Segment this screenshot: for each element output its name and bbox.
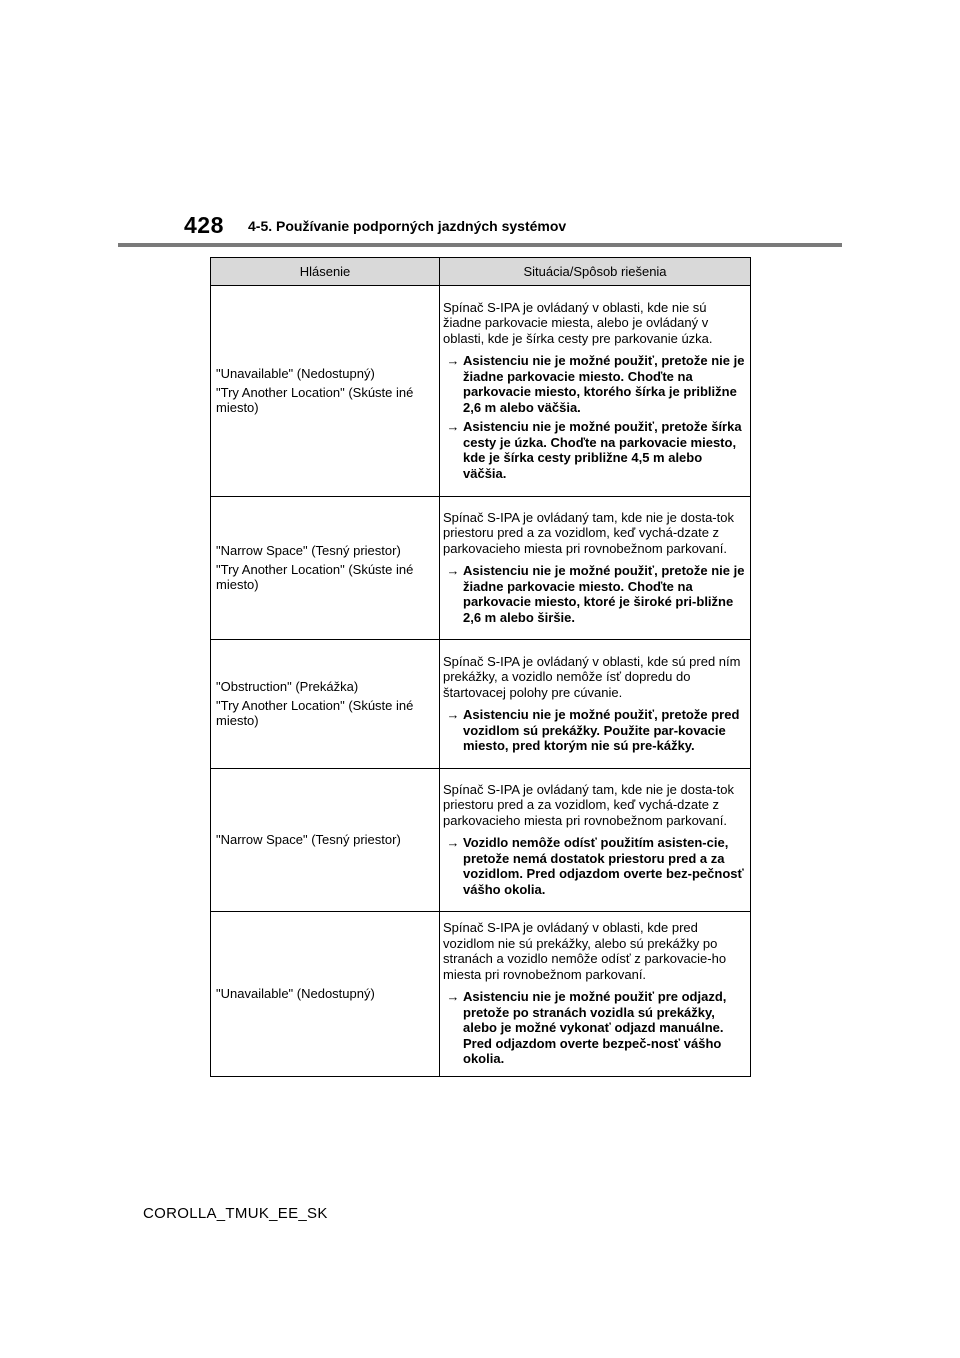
- message-table: [210, 257, 751, 1077]
- situation-text: Spínač S-IPA je ovládaný v oblasti, kde pred vozidlom nie sú prekážky, alebo sú prekážky po stranách a vozidlo nemôže odísť z parkovacie-ho miesta pri rovnobežnom parkovaní.: [443, 920, 727, 982]
- arrow-icon: →: [446, 989, 460, 1004]
- solution-item: [443, 353, 747, 415]
- column-header-situation: Situácia/Spôsob riešenia: [440, 258, 751, 286]
- message-cell: [211, 769, 440, 912]
- arrow-icon: →: [446, 419, 460, 435]
- solution-text: Asistenciu nie je možné použiť pre odjazd, pretože po stranách vozidla sú prekážky, alebo je možné vykonať odjazd manuálne. Pred odjazdom overte bezpeč-nosť vášho okolia.: [463, 989, 727, 1066]
- situation-cell: [440, 640, 751, 769]
- solution-item: [443, 707, 747, 754]
- situation-cell: [440, 769, 751, 912]
- footer-document-code: COROLLA_TMUK_EE_SK: [143, 1205, 328, 1222]
- arrow-icon: →: [446, 707, 460, 722]
- table-row: [211, 769, 751, 912]
- message-cell: [211, 286, 440, 497]
- table-row: [211, 640, 751, 769]
- situation-text: Spínač S-IPA je ovládaný v oblasti, kde sú pred ním prekážky, a vozidlo nemôže ísť dopredu do štartovacej polohy pre cúvanie.: [443, 653, 741, 700]
- table-row: [211, 286, 751, 497]
- arrow-icon: →: [446, 563, 460, 579]
- table-row: [211, 912, 751, 1077]
- situation-text: Spínač S-IPA je ovládaný tam, kde nie je dosta-tok priestoru pred a za vozidlom, keď vychá-dzate z parkovacieho miesta pri rovnobežnom parkovaní.: [443, 781, 734, 828]
- header-rule: [118, 243, 842, 247]
- solution-text: Asistenciu nie je možné použiť, pretože pred vozidlom sú prekážky. Použite par-kovacie miesto, pred ktorým nie sú pre-kážky.: [463, 707, 740, 753]
- situation-cell: [440, 286, 751, 497]
- column-header-message: Hlásenie: [211, 258, 440, 286]
- solution-text: Asistenciu nie je možné použiť, pretože nie je žiadne parkovacie miesto. Choďte na parkovacie miesto, ktoré je široké pri-bližne 2,6 m alebo širšie.: [463, 563, 745, 625]
- message-text: "Narrow Space" (Tesný priestor): [216, 543, 401, 559]
- message-cell: [211, 640, 440, 769]
- message-text: "Unavailable" (Nedostupný): [216, 986, 375, 1001]
- message-text: "Obstruction" (Prekážka): [216, 679, 359, 695]
- solution-item: [443, 835, 747, 897]
- solution-text: Asistenciu nie je možné použiť, pretože šírka cesty je úzka. Choďte na parkovacie miesto, kde je šírka cesty približne 4,5 m alebo väčšia.: [463, 419, 742, 481]
- message-text: "Try Another Location" (Skúste iné miesto): [216, 561, 414, 593]
- solution-text: Asistenciu nie je možné použiť, pretože nie je žiadne parkovacie miesto. Choďte na parkovacie miesto, ktorého šírka je približne 2,6 m alebo väčšia.: [463, 353, 745, 415]
- situation-text: Spínač S-IPA je ovládaný tam, kde nie je dosta-tok priestoru pred a za vozidlom, keď vychá-dzate z parkovacieho miesta pri rovnobežnom parkovaní.: [443, 509, 734, 556]
- message-text: "Try Another Location" (Skúste iné miesto): [216, 384, 414, 416]
- situation-text: Spínač S-IPA je ovládaný v oblasti, kde nie sú žiadne parkovacie miesta, alebo je ovládaný v oblasti, kde je šírka cesty pre parkovanie úzka.: [443, 299, 713, 346]
- table-header-row: [211, 258, 751, 286]
- section-title: 4-5. Používanie podporných jazdných systémov: [248, 218, 567, 234]
- situation-cell: [440, 497, 751, 640]
- solution-text: Vozidlo nemôže odísť použitím asisten-cie, pretože nemá dostatok priestoru pred a za vozidlom. Pred odjazdom overte bez-pečnosť vášho okolia.: [463, 835, 744, 897]
- message-cell: [211, 497, 440, 640]
- message-text: "Try Another Location" (Skúste iné miesto): [216, 697, 414, 729]
- solution-item: [443, 989, 747, 1067]
- solution-item: [443, 419, 747, 481]
- page-number: 428: [184, 212, 224, 238]
- message-cell: [211, 912, 440, 1077]
- arrow-icon: →: [446, 835, 460, 851]
- situation-cell: [440, 912, 751, 1077]
- message-text: "Narrow Space" (Tesný priestor): [216, 832, 401, 848]
- solution-item: [443, 563, 747, 625]
- message-text: "Unavailable" (Nedostupný): [216, 366, 375, 382]
- table-row: [211, 497, 751, 640]
- arrow-icon: →: [446, 353, 460, 369]
